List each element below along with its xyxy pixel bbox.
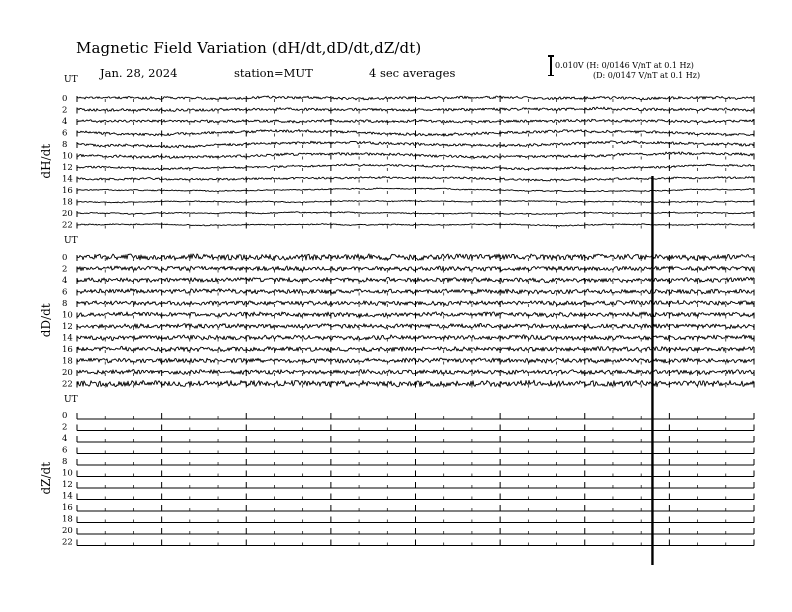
row-hour-label: 18 [62,197,73,208]
row-hour-label: 16 [62,503,73,513]
component-label: dZ/dt [39,461,53,495]
row-hour-label: 2 [62,264,68,275]
row-hour-label: 8 [62,299,68,309]
row-hour-label: 16 [62,186,73,196]
scale-value-label: 0.010V [555,61,584,70]
scale-d-note: (D: 0/0147 V/nT at 0.1 Hz) [593,71,701,80]
row-hour-label: 22 [62,379,73,390]
row-hour-label: 22 [62,220,73,231]
row-hour-label: 14 [62,174,73,185]
row-hour-label: 2 [62,422,68,433]
row-hour-label: 6 [62,445,68,456]
component-label: dH/dt [39,143,53,179]
row-hour-label: 14 [62,491,73,502]
row-hour-label: 12 [62,163,73,173]
panel-dH-dt [39,75,754,231]
row-hour-label: 2 [62,105,68,116]
row-hour-label: 0 [62,253,68,263]
row-hour-label: 6 [62,128,68,139]
row-hour-label: 20 [62,526,73,536]
row-hour-label: 18 [62,356,73,367]
row-hour-label: 20 [62,209,73,219]
row-hour-label: 18 [62,514,73,525]
scale-h-note: (H: 0/0146 V/nT at 0.1 Hz) [586,61,694,70]
row-hour-label: 12 [62,480,73,490]
row-hour-label: 16 [62,345,73,355]
row-hour-label: 12 [62,322,73,332]
row-hour-label: 10 [62,468,73,479]
row-hour-label: 10 [62,151,73,162]
row-hour-label: 10 [62,310,73,321]
row-hour-label: 4 [62,434,68,444]
row-hour-label: 14 [62,333,73,344]
row-hour-label: 8 [62,140,68,150]
ut-axis-label: UT [64,395,78,405]
row-hour-label: 4 [62,117,68,127]
chart-title: Magnetic Field Variation (dH/dt,dD/dt,dZ/dt) [76,39,422,57]
panel-dD-dt [39,236,754,390]
row-hour-label: 6 [62,287,68,298]
row-hour-label: 0 [62,411,68,421]
averaging-label: 4 sec averages [369,66,456,80]
row-hour-label: 8 [62,457,68,467]
date-label: Jan. 28, 2024 [100,66,178,80]
ut-axis-label: UT [64,75,78,85]
panel-dZ-dt [39,395,754,548]
row-hour-label: 22 [62,537,73,548]
station-label: station=MUT [234,66,313,80]
row-hour-label: 0 [62,94,68,104]
row-hour-label: 4 [62,276,68,286]
row-hour-label: 20 [62,368,73,378]
component-label: dD/dt [39,303,53,338]
ut-axis-label: UT [64,236,78,246]
